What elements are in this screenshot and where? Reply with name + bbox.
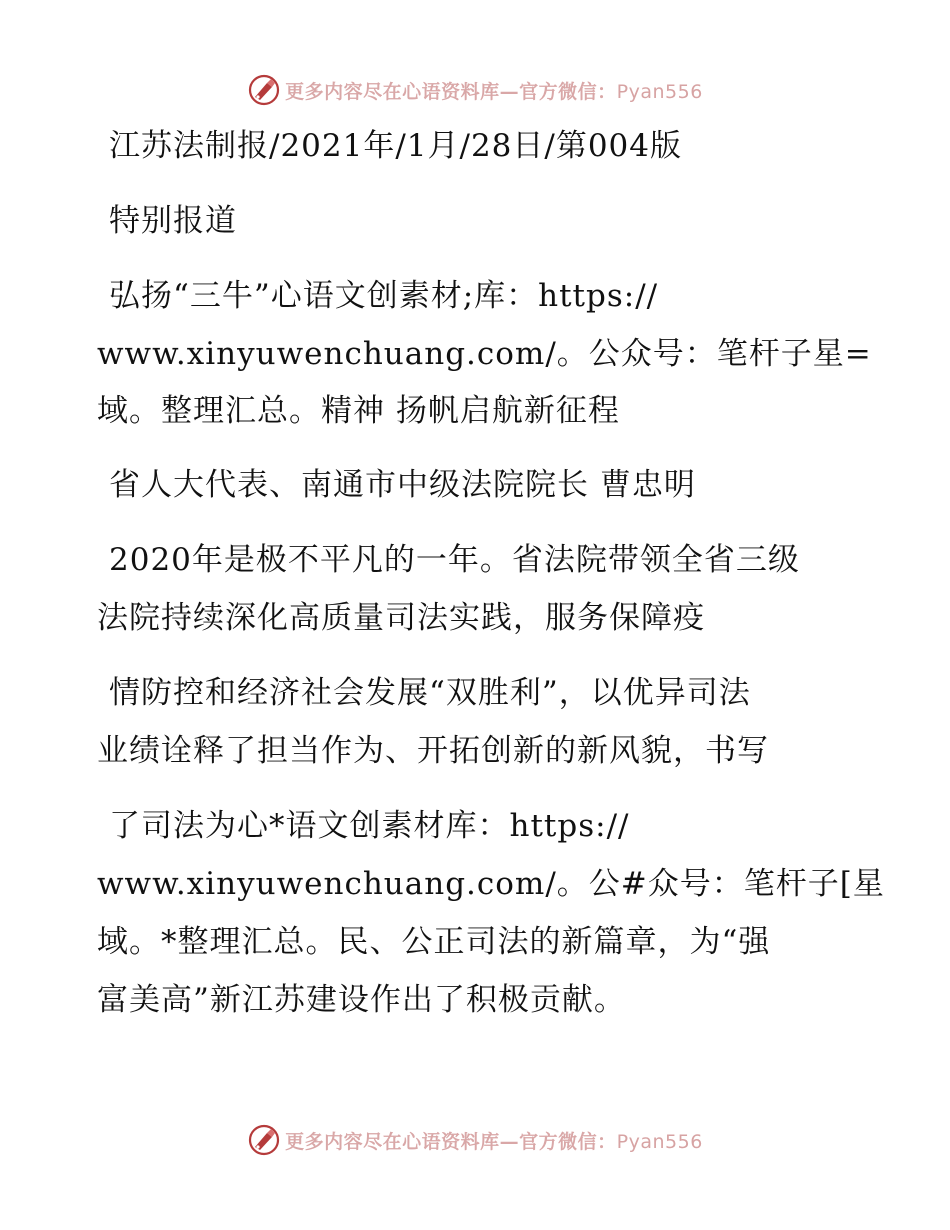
body-paragraph-line-1: 2020年是极不平凡的一年。省法院带领全省三级 [109, 542, 800, 578]
header-watermark [0, 70, 950, 110]
watermark-text [285, 1127, 703, 1154]
body-paragraph-line-5: 了司法为心*语文创素材库：https:// [109, 808, 630, 844]
body-paragraph-line-6: www.xinyuwenchuang.com/。公#众号：笔杆子[星 [97, 866, 885, 902]
article-title-line-1: 弘扬“三牛”心语文创素材;库：https:// [109, 278, 659, 314]
body-paragraph-line-8: 富美高”新江苏建设作出了积极贡献。 [97, 982, 626, 1018]
newspaper-source-line: 江苏法制报/2021年/1月/28日/第004版 [109, 128, 683, 164]
body-paragraph-line-3: 情防控和经济社会发展“双胜利”，以优异司法 [109, 675, 751, 711]
article-title-line-3: 域。整理汇总。精神 扬帆启航新征程 [97, 393, 620, 429]
watermark-text [285, 77, 703, 104]
body-paragraph-line-2: 法院持续深化高质量司法实践，服务保障疫 [97, 600, 705, 636]
author-byline: 省人大代表、南通市中级法院院长 曹忠明 [109, 467, 696, 503]
watermark-chinese-text: 更多内容尽在心语资料库—官方微信： [285, 1130, 617, 1153]
pen-logo-icon [247, 73, 281, 107]
watermark-chinese-text: 更多内容尽在心语资料库—官方微信： [285, 80, 617, 103]
article-title-line-2: www.xinyuwenchuang.com/。公众号：笔杆子星= [97, 336, 872, 372]
section-heading: 特别报道 [109, 203, 237, 239]
watermark-wechat-id: Pyan556 [616, 80, 703, 103]
watermark-wechat-id: Pyan556 [616, 1130, 703, 1153]
body-paragraph-line-7: 域。*整理汇总。民、公正司法的新篇章，为“强 [97, 924, 771, 960]
footer-watermark [0, 1120, 950, 1160]
body-paragraph-line-4: 业绩诠释了担当作为、开拓创新的新风貌，书写 [97, 733, 769, 769]
pen-logo-icon [247, 1123, 281, 1157]
